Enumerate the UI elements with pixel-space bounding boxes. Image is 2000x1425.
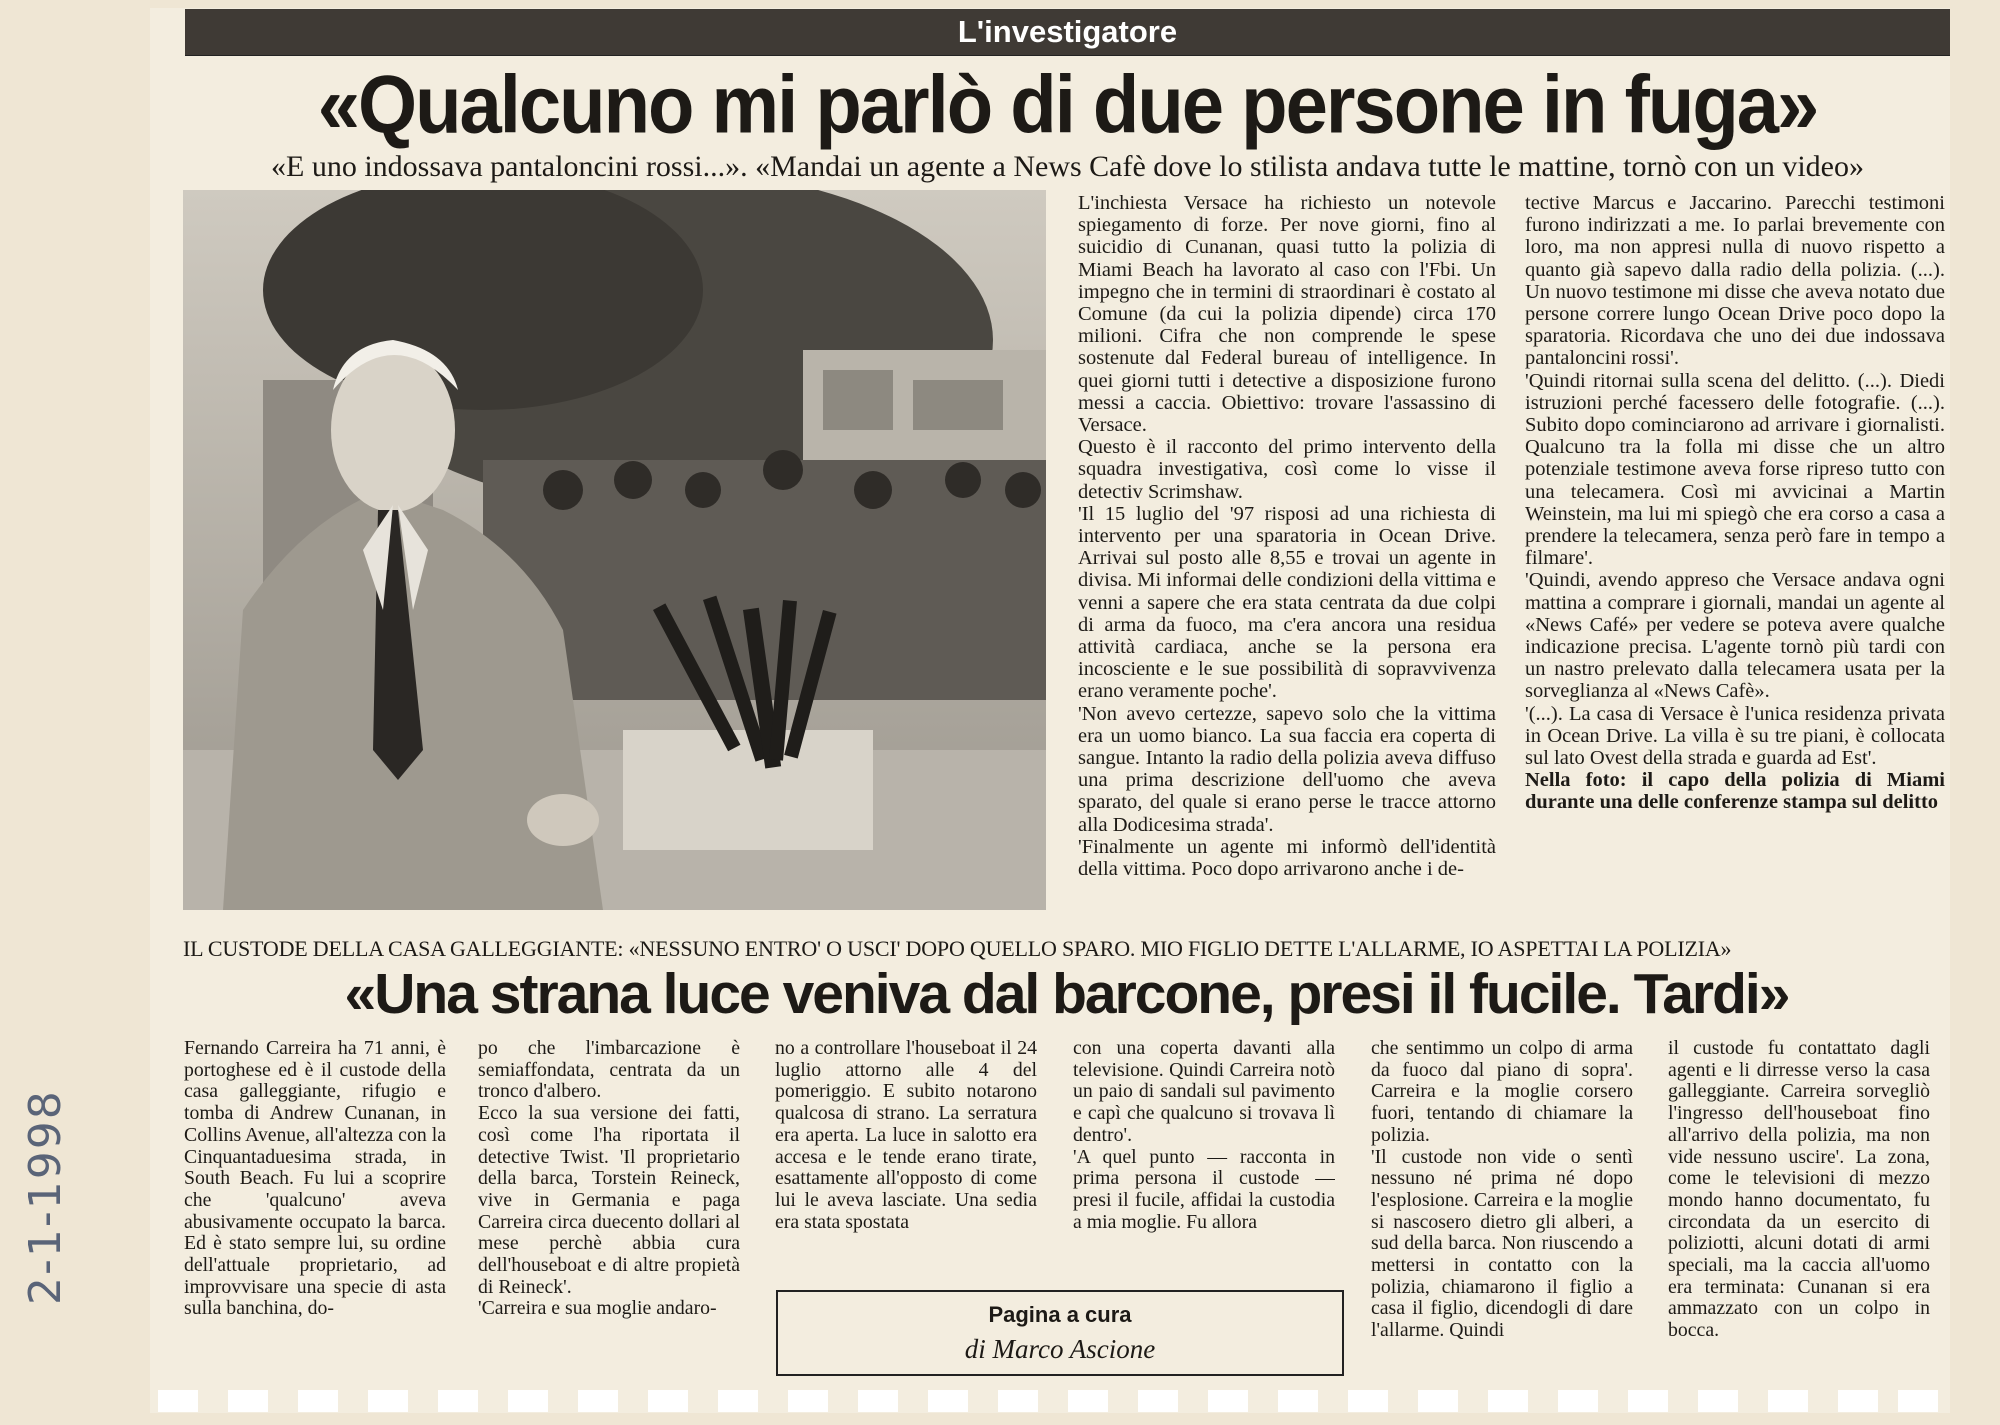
credit-line-2: di Marco Ascione (964, 1334, 1156, 1364)
second-article-column-1: Fernando Carreira ha 71 anni, è portoghese ed è il custode della casa galleggiante, rifugio e tomba di Andrew Cunanan, in Collins Avenue, all'altezza con la Cinquantaduesima strada, in South Beach. Fu lui a scoprire che 'qualcuno' aveva abusivamente occupato la barca. Ed è stato sempre lui, su ordine dell'attuale proprietario, ad improvvisare una specie di asta sulla banchina, do- (184, 1038, 446, 1320)
main-headline: «Qualcuno mi parlò di due persone in fuga» (317, 58, 1818, 151)
article-column-1: L'inchiesta Versace ha richiesto un notevole spiegamento di forze. Per nove giorni, fino al suicidio di Cunanan, quasi tutto la polizia di Miami Beach ha lavorato al caso con l'Fbi. Un impegno che in termini di straordinari è costato al Comune (da cui la polizia dipende) circa 170 milioni. Cifra che non comprende le spese sostenute dal Federal bureau of intelligence. In quei giorni tutti i detective a disposizione furono messi a caccia. Obiettivo: trovare l'assassino di Versace. Questo è il racconto del primo intervento della squadra investigativa, così come lo visse il detectiv Scrimshaw. 'Il 15 luglio del '97 risposi ad una richiesta di intervento per una sparatoria in Ocean Drive. Arrivai sul posto alle 8,55 e trovai un agente in divisa. Mi informai delle condizioni della vittima e venni a sapere che era stata centrata da due colpi di arma da fuoco, ma c'era ancora una residua attività cardiaca, anche se la persona era incosciente e le sue possibilità di sopravvivenza erano veramente poche'. 'Non avevo certezze, sapevo solo che la vittima era un uomo bianco. La sua faccia era coperta di sangue. Intanto la radio della polizia aveva diffuso una prima descrizione dell'uomo che aveva sparato, del quale si erano perse le tracce attorno alla Dodicesima strada'. 'Finalmente un agente mi informò dell'identità della vittima. Poco dopo arrivarono anche i de- (1078, 192, 1496, 881)
perforation-edge (150, 1390, 1950, 1420)
second-article-column-4: con una coperta davanti alla televisione. Quindi Carreira notò un paio di sandali sul pavimento e capì che qualcuno si trovava lì dentro'. 'A quel punto — racconta in prima persona il custode — presi il fucile, affidai la custodia a mia moglie. Fu allora (1073, 1038, 1335, 1233)
second-article-column-5: che sentimmo un colpo di arma da fuoco dal piano di sopra'. Carreira e la moglie corsero fuori, tentando di chiamare la polizia. 'Il custode non vide o sentì nessuno né prima né dopo l'esplosione. Carreira e la moglie si nascosero dietro gli alberi, a sud della barca. Non riuscendo a mettersi in contatto con la polizia, chiamarono il figlio a casa il figlio, dicendogli di dare l'allarme. Quindi (1371, 1038, 1633, 1342)
press-conference-photo (183, 190, 1046, 910)
second-article-column-6: il custode fu contattato dagli agenti e li dirresse verso la casa galleggiante. Carreira sorvegliò l'ingresso dell'houseboat fino all'arrivo della polizia, ma non vide nessuno uscire'. La zona, come le televisioni di mezzo mondo hanno documentato, fu circondata da un esercito di poliziotti, alcuni dotati di armi speciali, ma la caccia all'uomo era terminata: Cunanan si era ammazzato con un colpo in bocca. (1668, 1038, 1930, 1342)
second-article-kicker: IL CUSTODE DELLA CASA GALLEGGIANTE: «NESSUNO ENTRO' O USCI' DOPO QUELLO SPARO. MIO FIGLIO DETTE L'ALLARME, IO ASPETTAI LA POLIZIA» (183, 936, 1732, 961)
second-article-column-3: no a controllare l'houseboat il 24 luglio attorno alle 4 del pomeriggio. E subito notarono qualcosa di strano. La serratura era aperta. La luce in salotto era accesa e le tende erano tirate, esattamente all'opposto di come lui le aveva lasciate. Una sedia era stata spostata (775, 1038, 1037, 1233)
second-headline: «Una strana luce veniva dal barcone, presi il fucile. Tardi» (344, 962, 1789, 1026)
article-column-2: tective Marcus e Jaccarino. Parecchi testimoni furono indirizzati a me. Io parlai brevemente con loro, ma non appresi nulla di nuovo rispetto a quanto già sapevo dalla radio della polizia. (...). Un nuovo testimone mi disse che aveva notato due persone correre lungo Ocean Drive poco dopo la sparatoria. Ricordava che uno dei due indossava pantaloncini rossi'. 'Quindi ritornai sulla scena del delitto. (...). Diedi istruzioni perché facessero delle fotografie. (...). Subito dopo cominciarono ad arrivare i giornalisti. Qualcuno tra la folla mi disse che un altro potenziale testimone aveva forse ripreso tutto con una telecamera. Così mi avvicinai a Martin Weinstein, ma lui mi spiegò che era corso a casa a prendere la telecamera, senza però fare in tempo a filmare'. 'Quindi, avendo appreso che Versace andava ogni mattina a comprare i giornali, mandai un agente al «News Café» per vedere se poteva avere qualche indicazione precisa. L'agente tornò più tardi con un nastro prelevato dalla telecamera usata per la sorveglianza al «News Cafè». '(...). La casa di Versace è l'unica residenza privata in Ocean Drive. La villa è su tre piani, è collocata sul lato Ovest della strada e guarda ad Est'. Nella foto: il capo della polizia di Miami durante una delle conferenze stampa sul delitto (1525, 192, 1945, 814)
page-credit-box (776, 1290, 1344, 1376)
second-article-column-2: po che l'imbarcazione è semiaffondata, centrata da un tronco d'albero. Ecco la sua versione dei fatti, così come l'ha riportata il detective Twist. 'Il proprietario della barca, Torstein Reineck, vive in Germania e paga Carreira circa duecento dollari al mese perchè abbia cura dell'houseboat e di altre propietà di Reineck'. 'Carreira e sua moglie andaro- (478, 1038, 740, 1320)
section-header: L'investigatore (185, 9, 1950, 56)
handwritten-date: 2-1-1998 (20, 1089, 71, 1305)
credit-line-1: Pagina a cura (988, 1302, 1132, 1327)
subheadline: «E uno indossava pantaloncini rossi...». «Mandai un agente a News Cafè dove lo stilista andava tutte le mattine, tornò con un video» (271, 150, 1864, 183)
photo-caption: Nella foto: il capo della polizia di Miami durante una delle conferenze stampa sul delitto (1525, 769, 1945, 814)
